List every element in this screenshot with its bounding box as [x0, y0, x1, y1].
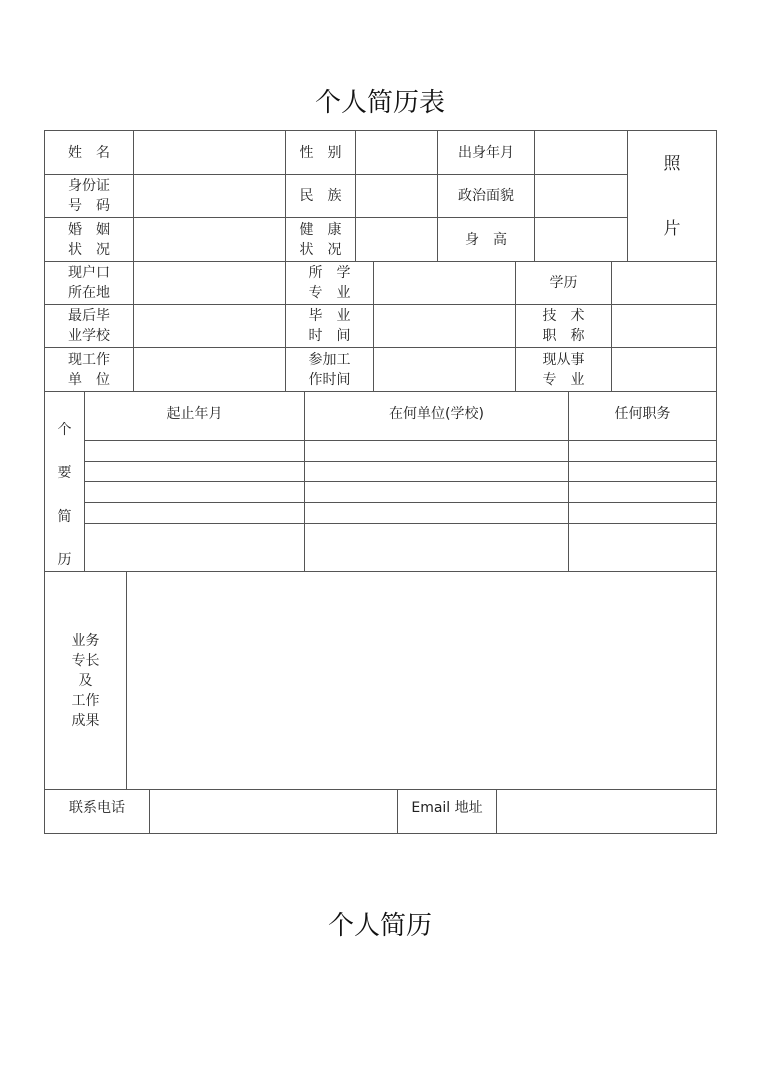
photo-label-top: 照: [663, 153, 681, 174]
label-major: 所 学 专 业: [308, 265, 351, 301]
input-graduate-time[interactable]: [374, 305, 515, 347]
col-header-unit: 在何单位(学校): [389, 406, 484, 422]
footer-title: 个人简历: [327, 911, 432, 941]
label-resume: 个 要 简 历: [57, 422, 72, 568]
input-political[interactable]: [535, 175, 627, 217]
input-work-unit[interactable]: [134, 348, 285, 391]
label-work-start: 参加工 作时间: [308, 351, 351, 388]
input-gender[interactable]: [356, 131, 437, 174]
label-ethnicity: 民 族: [299, 188, 342, 204]
input-current-major[interactable]: [612, 348, 716, 391]
label-id: 身份证 号 码: [68, 178, 110, 214]
label-hukou: 现户口 所在地: [68, 265, 110, 301]
input-phone[interactable]: [150, 790, 397, 833]
input-major[interactable]: [374, 262, 515, 304]
input-hukou[interactable]: [134, 262, 285, 304]
input-health[interactable]: [356, 218, 437, 261]
label-health: 健 康 状 况: [299, 221, 342, 258]
photo-label-bottom: 片: [663, 218, 681, 239]
input-email[interactable]: [497, 790, 716, 833]
input-technical-title[interactable]: [612, 305, 716, 347]
label-expertise: 业务 专长 及 工作 成果: [71, 632, 100, 729]
input-birth[interactable]: [535, 131, 627, 174]
label-phone: 联系电话: [69, 800, 125, 816]
col-header-position: 任何职务: [614, 406, 671, 422]
label-name: 姓 名: [68, 144, 110, 161]
label-gender: 性 别: [299, 144, 342, 161]
input-graduate-school[interactable]: [134, 305, 285, 347]
input-height[interactable]: [535, 218, 627, 261]
input-name[interactable]: [134, 131, 285, 174]
label-graduate-school: 最后毕 业学校: [68, 308, 110, 344]
label-birth: 出身年月: [458, 144, 514, 161]
photo-box[interactable]: [628, 131, 716, 261]
label-height: 身 高: [465, 231, 507, 248]
input-marriage[interactable]: [134, 218, 285, 261]
label-graduate-time: 毕 业 时 间: [308, 308, 351, 344]
label-marriage: 婚 姻 状 况: [68, 221, 110, 258]
label-current-major: 现从事 专 业: [542, 351, 585, 388]
label-education: 学历: [549, 275, 578, 291]
label-email: Email 地址: [411, 800, 483, 816]
form-title: 个人简历表: [314, 88, 445, 118]
label-work-unit: 现工作 单 位: [68, 351, 110, 388]
label-technical-title: 技 术 职 称: [542, 308, 585, 344]
input-expertise[interactable]: [127, 572, 716, 789]
label-political: 政治面貌: [458, 188, 514, 204]
input-id[interactable]: [134, 175, 285, 217]
col-header-period: 起止年月: [166, 406, 223, 422]
input-ethnicity[interactable]: [356, 175, 437, 217]
input-education[interactable]: [612, 262, 716, 304]
input-work-start[interactable]: [374, 348, 515, 391]
